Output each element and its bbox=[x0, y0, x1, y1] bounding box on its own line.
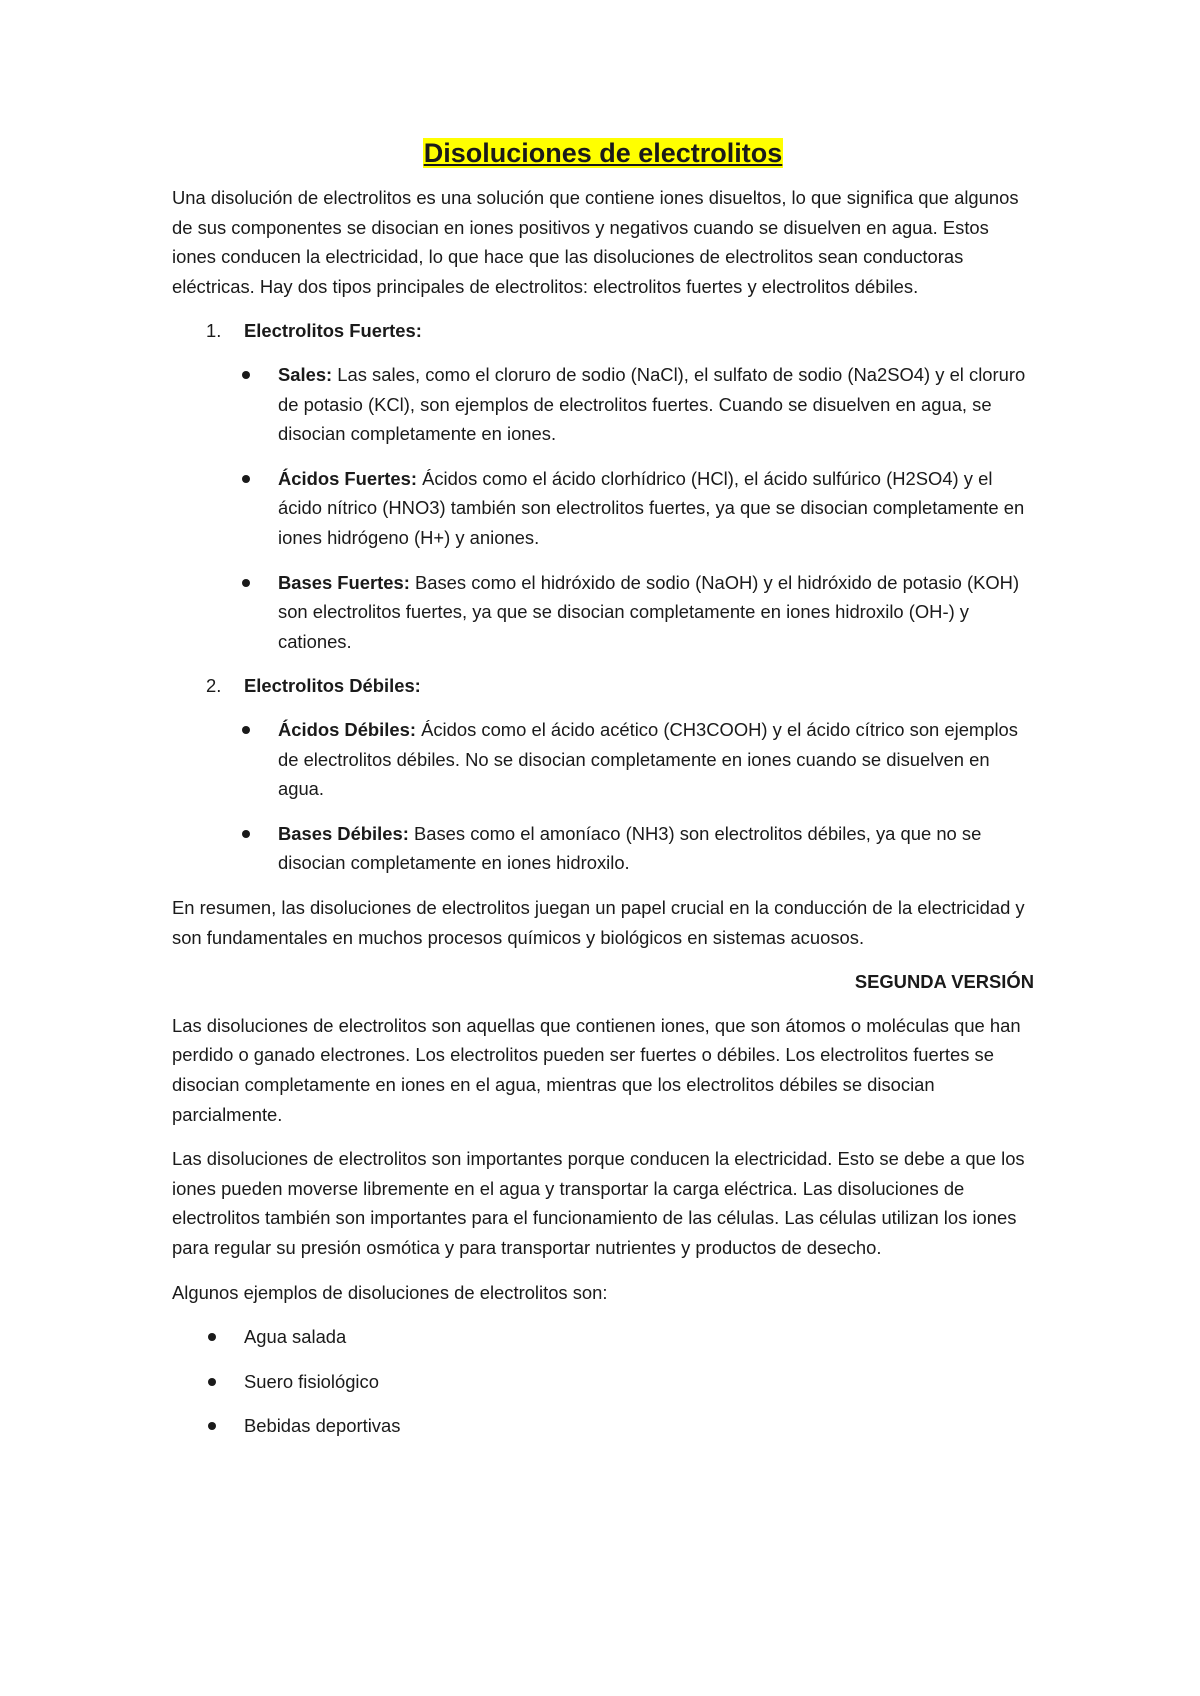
bullet-icon bbox=[242, 475, 250, 483]
item-text: Las sales, como el cloruro de sodio (NaCl), el sulfato de sodio (Na2SO4) y el cloruro de potasio (KCl), son ejemplos de electrolitos fuertes. Cuando se disuelven en agua, se disocian completamente en iones. bbox=[278, 364, 1026, 445]
list-item bbox=[206, 464, 1034, 553]
bullet-icon bbox=[242, 830, 250, 838]
bullet-icon bbox=[242, 579, 250, 587]
document-content bbox=[172, 136, 1034, 1456]
list-item bbox=[172, 1411, 1034, 1441]
electrolyte-types-list bbox=[172, 316, 1034, 878]
list-item bbox=[206, 568, 1034, 657]
item-term: Ácidos Débiles: bbox=[278, 719, 416, 740]
bullet-icon bbox=[242, 726, 250, 734]
item-text: Ácidos como el ácido clorhídrico (HCl), el ácido sulfúrico (H2SO4) y el ácido nítrico (HNO3) también son electrolitos fuertes, ya que se disocian completamente en iones hidrógeno (H+) y aniones. bbox=[278, 467, 1025, 549]
summary-paragraph: En resumen, las disoluciones de electrolitos juegan un papel crucial en la conducción de la electricidad y son fundamentales en muchos procesos químicos y biológicos en sistemas acuosos. bbox=[172, 896, 1025, 948]
examples-list bbox=[172, 1322, 1034, 1441]
intro-paragraph: Una disolución de electrolitos es una solución que contiene iones disueltos, lo que significa que algunos de sus componentes se disocian en iones positivos y negativos cuando se disuelven en agua. Estos iones conducen la electricidad, lo que hace que las disoluciones de electrolitos sean conductoras eléctricas. Hay dos tipos principales de electrolitos: electrolitos fuertes y electrolitos débiles. bbox=[172, 187, 1019, 297]
section-heading: Electrolitos Fuertes: bbox=[244, 320, 422, 342]
section-weak bbox=[172, 671, 1034, 878]
list-item bbox=[206, 715, 1034, 804]
weak-electrolytes-list bbox=[244, 715, 1034, 878]
item-text: Bases como el amoníaco (NH3) son electrolitos débiles, ya que no se disocian completamente en iones hidroxilo. bbox=[278, 822, 982, 874]
section-heading: Electrolitos Débiles: bbox=[244, 675, 421, 697]
second-version-heading: SEGUNDA VERSIÓN bbox=[854, 971, 1034, 993]
title-block bbox=[172, 136, 1034, 171]
section-number: 2. bbox=[206, 675, 222, 697]
item-text: Bases como el hidróxido de sodio (NaOH) y el hidróxido de potasio (KOH) son electrolitos fuertes, ya que se disocian completamente en iones hidroxilo (OH-) y cationes. bbox=[278, 571, 1020, 652]
example-text: Bebidas deportivas bbox=[244, 1415, 401, 1437]
item-term: Sales: bbox=[278, 364, 333, 386]
item-text: Ácidos como el ácido acético (CH3COOH) y el ácido cítrico son ejemplos de electrolitos débiles. No se disocian completamente en iones cuando se disuelven en agua. bbox=[278, 719, 1018, 800]
section-strong bbox=[172, 316, 1034, 656]
list-item bbox=[172, 1322, 1034, 1352]
bullet-icon bbox=[208, 1333, 216, 1341]
example-text: Suero fisiológico bbox=[244, 1370, 379, 1392]
list-item bbox=[206, 819, 1034, 878]
document-title: Disoluciones de electrolitos bbox=[423, 138, 783, 168]
item-term: Bases Fuertes: bbox=[278, 571, 410, 593]
bullet-icon bbox=[208, 1378, 216, 1386]
list-item bbox=[206, 360, 1034, 449]
strong-electrolytes-list bbox=[244, 360, 1034, 656]
second-version-paragraph-2: Las disoluciones de electrolitos son importantes porque conducen la electricidad. Esto se debe a que los iones pueden moverse libremente en el agua y transportar la carga eléctrica. Las disoluciones de electrolitos también son importantes para el funcionamiento de las células. Las células utilizan los iones para regular su presión osmótica y para transportar nutrientes y productos de desecho. bbox=[172, 1148, 1025, 1258]
examples-intro: Algunos ejemplos de disoluciones de electrolitos son: bbox=[172, 1281, 608, 1303]
example-text: Agua salada bbox=[244, 1326, 347, 1348]
item-term: Bases Débiles: bbox=[278, 822, 409, 844]
list-item bbox=[172, 1367, 1034, 1397]
second-version-paragraph-1: Las disoluciones de electrolitos son aquellas que contienen iones, que son átomos o moléculas que han perdido o ganado electrones. Los electrolitos pueden ser fuertes o débiles. Los electrolitos fuertes se disocian completamente en iones en el agua, mientras que los electrolitos débiles se disocian parcialmente. bbox=[172, 1014, 1021, 1125]
bullet-icon bbox=[208, 1422, 216, 1430]
section-number: 1. bbox=[206, 320, 222, 342]
item-term: Ácidos Fuertes: bbox=[278, 467, 417, 489]
bullet-icon bbox=[242, 371, 250, 379]
